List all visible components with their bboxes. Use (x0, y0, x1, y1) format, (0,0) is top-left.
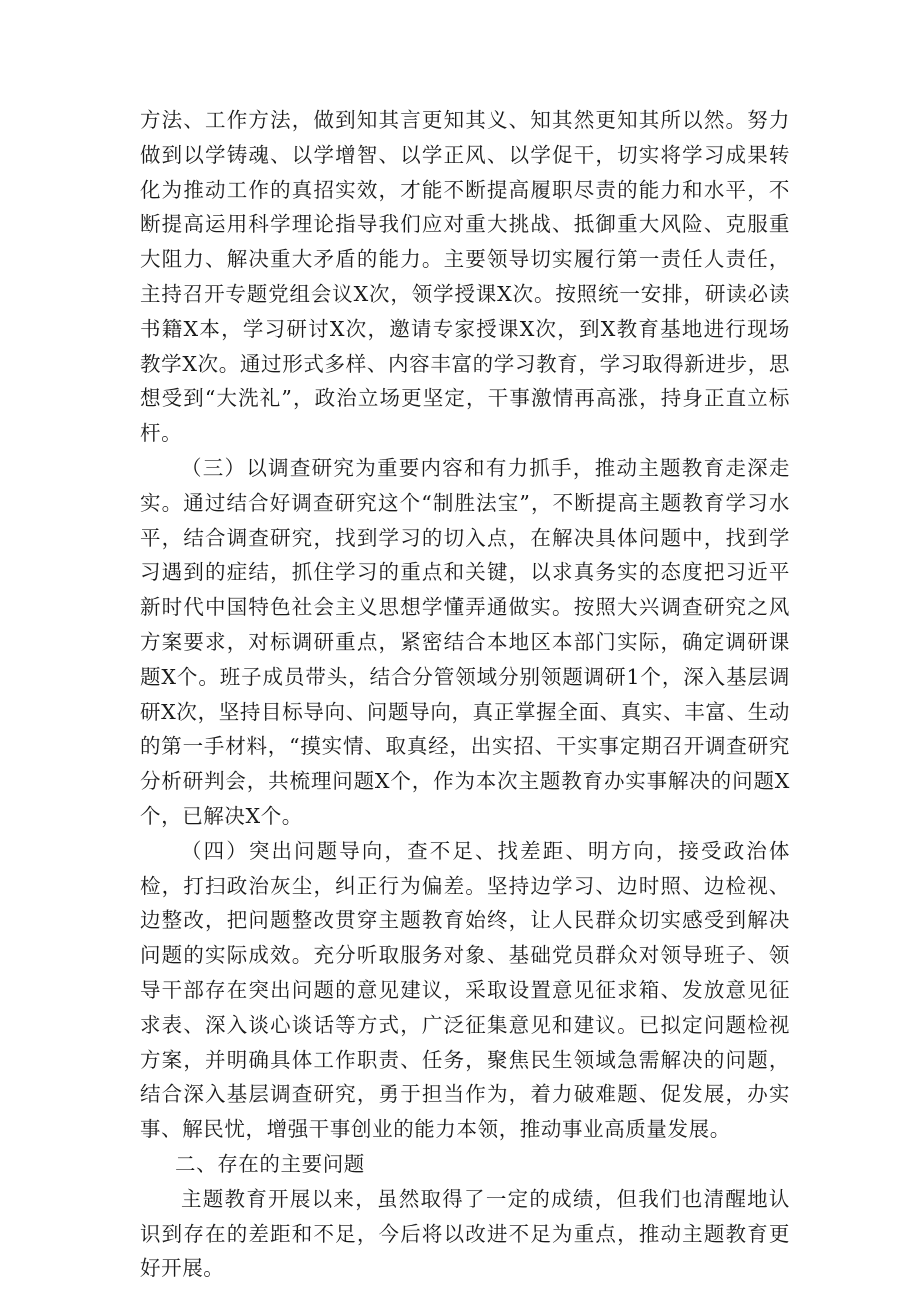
paragraph-closing: 主题教育开展以来，虽然取得了一定的成绩，但我们也清醒地认识到存在的差距和不足，今后将以改进不足为重点，推动主题教育更好开展。 (140, 1186, 790, 1281)
paragraph-research: （三）以调查研究为重要内容和有力抓手，推动主题教育走深走实。通过结合好调查研究这个“制胜法宝”，不断提高主题教育学习水平，结合调查研究，找到学习的切入点，在解决具体问题中，找到学习遇到的症结，抓住学习的重点和关键，以求真务实的态度把习近平新时代中国特色社会主义思想学懂弄通做实。按照大兴调查研究之风方案要求，对标调研重点，紧密结合本地区本部门实际，确定调研课题X个。班子成员带头，结合分管领域分别领题调研1个，深入基层调研X次，坚持目标导向、问题导向，真正掌握全面、真实、丰富、生动的第一手材料，“摸实情、取真经，出实招、干实事定期召开调查研究分析研判会，共梳理问题X个，作为本次主题教育办实事解决的问题X个，已解决X个。 (140, 455, 790, 828)
document-page (140, 103, 790, 1286)
paragraph-problem-oriented: （四）突出问题导向，查不足、找差距、明方向，接受政治体检，打扫政治灰尘，纠正行为偏差。坚持边学习、边时照、边检视、边整改，把问题整改贯穿主题教育始终，让人民群众切实感受到解决问题的实际成效。充分听取服务对象、基础党员群众对领导班子、领导干部存在突出问题的意见建议，采取设置意见征求箱、发放意见征求表、深入谈心谈话等方式，广泛征集意见和建议。已拟定问题检视方案，并明确具体工作职责、任务，聚焦民生领域急需解决的问题，结合深入基层调查研究，勇于担当作为，着力破难题、促发展，办实事、解民忧，增强干事创业的能力本领，推动事业高质量发展。 (140, 838, 790, 1142)
section-heading: 二、存在的主要问题 (175, 1151, 365, 1176)
paragraph-study-methods: 方法、工作方法，做到知其言更知其义、知其然更知其所以然。努力做到以学铸魂、以学增智、以学正风、以学促干，切实将学习成果转化为推动工作的真招实效，才能不断提高履职尽责的能力和水平，不断提高运用科学理论指导我们应对重大挑战、抵御重大风险、克服重大阻力、解决重大矛盾的能力。主要领导切实履行第一责任人责任，主持召开专题党组会议X次，领学授课X次。按照统一安排，研读必读书籍X本，学习研讨X次，邀请专家授课X次，到X教育基地进行现场教学X次。通过形式多样、内容丰富的学习教育，学习取得新进步，思想受到“大洗礼”，政治立场更坚定，干事激情再高涨，持身正直立标杆。 (140, 108, 790, 446)
